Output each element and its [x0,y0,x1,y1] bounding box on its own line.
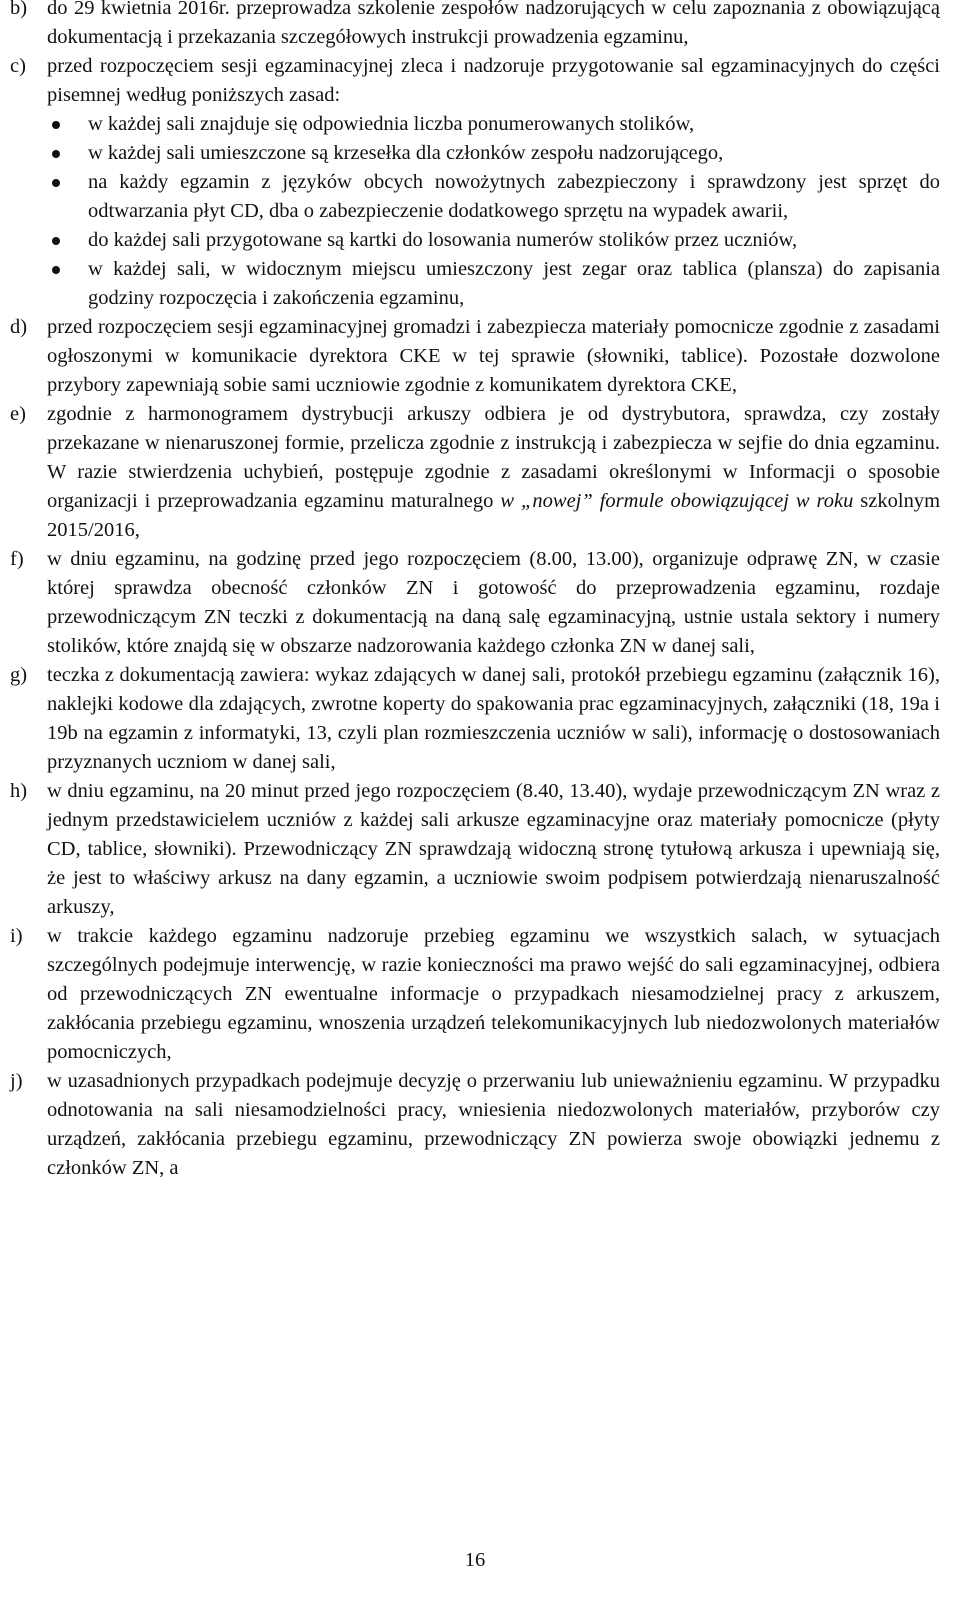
bullet-list [47,110,940,313]
list-item-i [10,922,940,1067]
bullet-item [47,168,940,226]
list-item-d [10,313,940,400]
item-letter: f) [10,548,24,570]
bullet-item [47,226,940,255]
bullet-icon [52,179,60,187]
item-letter: e) [10,403,26,425]
item-letter: d) [10,316,28,338]
bullet-item [47,255,940,313]
list-item-c [10,52,940,313]
item-text: teczka z dokumentacją zawiera: wykaz zdających w danej sali, protokół przebiegu egzaminu (załącznik 16), naklejki kodowe dla zdających, zwrotne koperty do spakowania prac egzaminacyjnych, załączniki (18, 19a i 19b na egzamin z informatyki, 13, czyli plan rozmieszczenia uczniów w sali), informację o dostosowaniach przyznanych uczniom w danej sali, [47,664,940,773]
bullet-icon [52,237,60,245]
list-item-j [10,1067,940,1183]
item-letter: g) [10,664,28,686]
item-letter: h) [10,780,28,802]
list-item-h [10,777,940,922]
bullet-text: w każdej sali, w widocznym miejscu umieszczony jest zegar oraz tablica (plansza) do zapisania godziny rozpoczęcia i zakończenia egzaminu, [88,258,940,309]
bullet-text: w każdej sali znajduje się odpowiednia liczba ponumerowanych stolików, [88,113,695,135]
item-letter: c) [10,55,26,77]
list-item-g [10,661,940,777]
bullet-text: do każdej sali przygotowane są kartki do losowania numerów stolików przez uczniów, [88,229,798,251]
item-text: zgodnie z harmonogramem dystrybucji arkuszy odbiera je od dystrybutora, sprawdza, czy zostały przekazane w nienaruszonej formie, przelicza zgodnie z instrukcją i zabezpiecza w sejfie do dnia egzaminu. W razie stwierdzenia uchybień, postępuje zgodnie z zasadami określonymi w Informacji o sposobie organizacji i przeprowadzania egzaminu maturalnego [47,403,940,512]
bullet-icon [52,150,60,158]
bullet-item [47,110,940,139]
bullet-icon [52,266,60,274]
list-item-f [10,545,940,661]
bullet-text: na każdy egzamin z języków obcych nowożytnych zabezpieczony i sprawdzony jest sprzęt do odtwarzania płyt CD, dba o zabezpieczenie dodatkowego sprzętu na wypadek awarii, [88,171,940,222]
item-text: w dniu egzaminu, na godzinę przed jego rozpoczęciem (8.00, 13.00), organizuje odprawę ZN, w czasie której sprawdza obecność członków ZN i gotowość do przeprowadzenia egzaminu, rozdaje przewodniczącym ZN teczki z dokumentacją na daną salę egzaminacyjną, ustnie ustala sektory i numery stolików, które znajdą się w obszarze nadzorowania każdego członka ZN w danej sali, [47,548,940,657]
item-text: w dniu egzaminu, na 20 minut przed jego rozpoczęciem (8.40, 13.40), wydaje przewodniczącym ZN wraz z jednym przedstawicielem uczniów z każdej sali arkusze egzaminacyjne oraz materiały pomocnicze (płyty CD, tablice, słowniki). Przewodniczący ZN sprawdzają widoczną stronę tytułową arkusza i upewniają się, że jest to właściwy arkusz na dany egzamin, a uczniowie swoim podpisem potwierdzają nienaruszalność arkuszy, [47,780,940,918]
item-text-end: szkolnym 2015/2016, [47,490,941,541]
item-text: przed rozpoczęciem sesji egzaminacyjnej zleca i nadzoruje przygotowanie sal egzaminacyjnych do części pisemnej według poniższych zasad: [47,55,940,106]
page-number: 16 [464,1549,486,1571]
list-item-e [10,400,940,545]
item-text: w trakcie każdego egzaminu nadzoruje przebieg egzaminu we wszystkich salach, w sytuacjach szczególnych podejmuje interwencję, w razie konieczności ma prawo wejść do sali egzaminacyjnej, odbiera od przewodniczących ZN ewentualne informacje o przypadkach niesamodzielnej pracy z arkuszem, zakłócania przebiegu egzaminu, wnoszenia urządzeń telekomunikacyjnych lub niedozwolonych materiałów pomocniczych, [47,925,940,1063]
item-letter: i) [10,925,23,947]
item-text: w uzasadnionych przypadkach podejmuje decyzję o przerwaniu lub unieważnieniu egzaminu. W przypadku odnotowania na sali niesamodzielności pracy, wniesienia niedozwolonych materiałów, przyborów czy urządzeń, zakłócania przebiegu egzaminu, przewodniczący ZN powierza swoje obowiązki jednemu z członków ZN, a [47,1070,940,1179]
bullet-item [47,139,940,168]
item-letter: b) [10,0,28,19]
document-page [10,0,941,1571]
bullet-text: w każdej sali umieszczone są krzesełka dla członków zespołu nadzorującego, [88,142,724,164]
item-text: do 29 kwietnia 2016r. przeprowadza szkolenie zespołów nadzorujących w celu zapoznania z obowiązującą dokumentacją i przekazania szczegółowych instrukcji prowadzenia egzaminu, [47,0,940,48]
bullet-icon [52,121,60,129]
item-text: przed rozpoczęciem sesji egzaminacyjnej gromadzi i zabezpiecza materiały pomocnicze zgodnie z zasadami ogłoszonymi w komunikacie dyrektora CKE w tej sprawie (słowniki, tablice). Pozostałe dozwolone przybory zapewniają sobie sami uczniowie zgodnie z komunikatem dyrektora CKE, [47,316,940,396]
list-item-b [10,0,940,52]
item-text-italic: w „nowej” formule obowiązującej w roku [500,490,854,512]
item-letter: j) [10,1070,23,1092]
